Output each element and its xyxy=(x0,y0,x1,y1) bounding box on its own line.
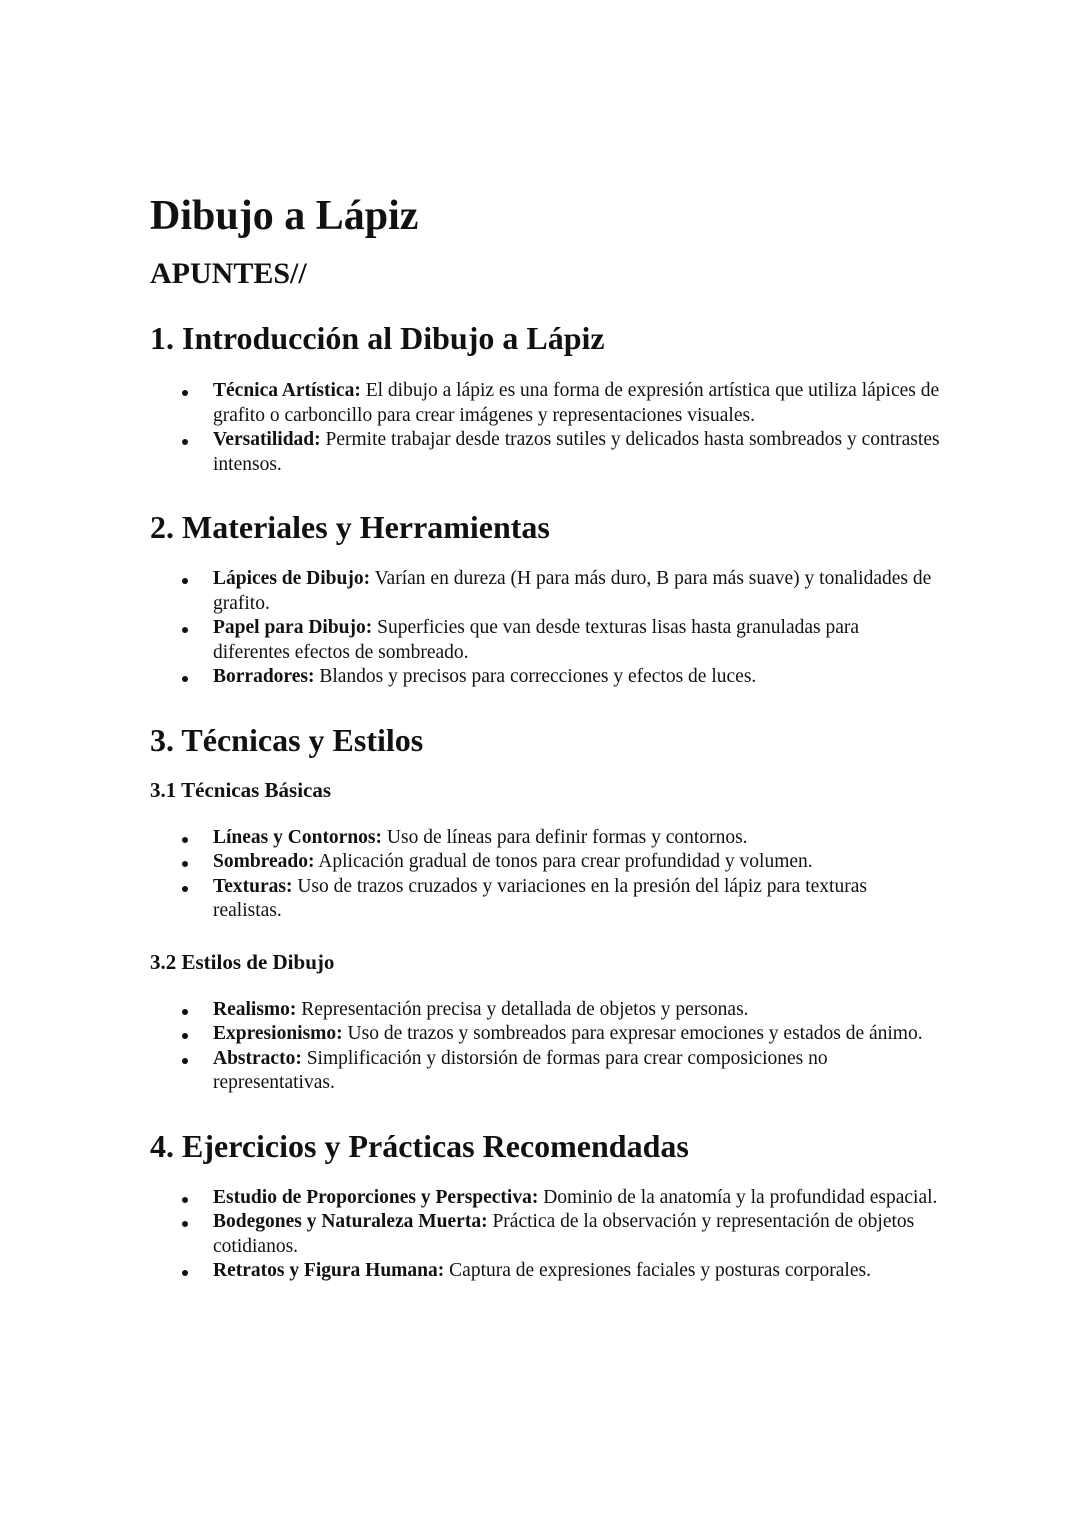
item-term: Bodegones y Naturaleza Muerta: xyxy=(213,1211,488,1232)
item-text: Representación precisa y detallada de objetos y personas. xyxy=(301,998,749,1020)
section-1-heading: 1. Introducción al Dibujo a Lápiz xyxy=(150,320,605,356)
subsection-3-2-list xyxy=(150,998,940,1096)
section-4-heading: 4. Ejercicios y Prácticas Recomendadas xyxy=(150,1127,689,1164)
item-text: Dominio de la anatomía y la profundidad espacial. xyxy=(543,1186,938,1208)
item-term: Sombreado: xyxy=(213,851,315,872)
list-item xyxy=(150,379,940,428)
item-text: Uso de líneas para definir formas y contornos. xyxy=(386,826,748,848)
item-term: Papel para Dibujo: xyxy=(213,617,373,638)
item-text: Permite trabajar desde trazos sutiles y delicados hasta sombreados y contrastes intensos. xyxy=(213,429,940,475)
item-term: Texturas: xyxy=(213,875,293,897)
section-2-list xyxy=(150,567,940,690)
item-text: Aplicación gradual de tonos para crear profundidad y volumen. xyxy=(318,851,813,872)
subsection-3-2-heading: 3.2 Estilos de Dibujo xyxy=(150,949,335,974)
section-3-heading: 3. Técnicas y Estilos xyxy=(150,721,424,758)
section-2-heading: 2. Materiales y Herramientas xyxy=(150,509,550,545)
item-term: Borradores: xyxy=(213,666,315,687)
document-subtitle: APUNTES// xyxy=(150,257,307,290)
item-text: Captura de expresiones faciales y posturas corporales. xyxy=(449,1260,871,1281)
list-item xyxy=(150,665,940,690)
list-item xyxy=(150,875,940,924)
item-term: Estudio de Proporciones y Perspectiva: xyxy=(213,1186,539,1208)
list-item xyxy=(150,616,940,665)
list-item xyxy=(150,428,940,477)
document-page xyxy=(150,190,940,1284)
subsection-3-1-heading: 3.1 Técnicas Básicas xyxy=(150,777,332,802)
item-text: Uso de trazos cruzados y variaciones en la presión del lápiz para texturas realistas. xyxy=(213,875,867,921)
item-term: Abstracto: xyxy=(213,1047,302,1069)
list-item xyxy=(150,1259,940,1284)
list-item xyxy=(150,567,940,616)
section-1-list xyxy=(150,379,940,477)
list-item xyxy=(150,1047,940,1096)
item-text: Uso de trazos y sombreados para expresar emociones y estados de ánimo. xyxy=(347,1023,923,1044)
item-text: El dibujo a lápiz es una forma de expresión artística que utiliza lápices de grafito o carboncillo para crear imágenes y representaciones visuales. xyxy=(213,380,940,426)
item-text: Superficies que van desde texturas lisas hasta granuladas para diferentes efectos de sombreado. xyxy=(213,617,860,663)
item-term: Realismo: xyxy=(213,998,297,1020)
item-text: Varían en dureza (H para más duro, B para más suave) y tonalidades de grafito. xyxy=(213,568,932,614)
item-text: Simplificación y distorsión de formas para crear composiciones no representativas. xyxy=(213,1047,828,1093)
item-text: Práctica de la observación y representación de objetos cotidianos. xyxy=(213,1211,915,1257)
item-term: Técnica Artística: xyxy=(213,380,361,401)
subsection-3-1-list xyxy=(150,826,940,924)
item-term: Retratos y Figura Humana: xyxy=(213,1260,445,1281)
list-item xyxy=(150,1210,940,1259)
list-item xyxy=(150,850,940,875)
item-term: Versatilidad: xyxy=(213,429,321,450)
list-item xyxy=(150,1022,940,1047)
list-item xyxy=(150,998,940,1023)
item-term: Líneas y Contornos: xyxy=(213,826,383,848)
document-title: Dibujo a Lápiz xyxy=(150,193,419,239)
item-term: Expresionismo: xyxy=(213,1023,343,1044)
item-text: Blandos y precisos para correcciones y efectos de luces. xyxy=(319,666,757,687)
item-term: Lápices de Dibujo: xyxy=(213,568,371,589)
list-item xyxy=(150,1186,940,1211)
list-item xyxy=(150,826,940,851)
section-4-list xyxy=(150,1186,940,1284)
